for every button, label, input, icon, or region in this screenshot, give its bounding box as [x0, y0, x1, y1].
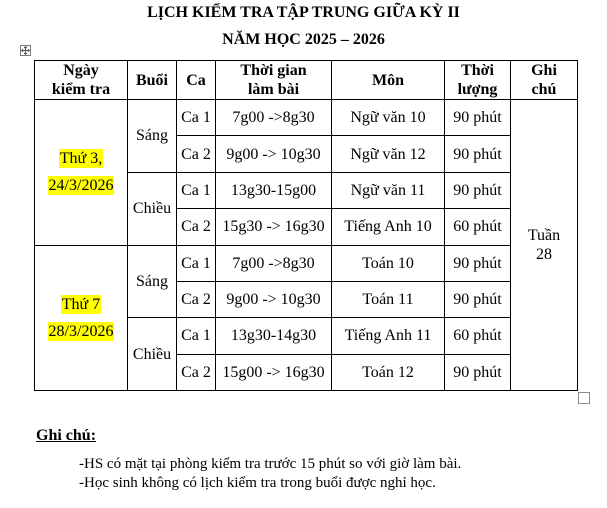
table-header-row — [35, 61, 578, 100]
header-duration — [445, 61, 511, 100]
time-cell: 9g00 -> 10g30 — [216, 136, 332, 172]
duration-cell: 90 phút — [445, 354, 511, 390]
duration-cell: 90 phút — [445, 245, 511, 281]
shift-cell: Ca 2 — [177, 354, 216, 390]
duration-cell: 90 phút — [445, 136, 511, 172]
header-duration-line-1: Thời — [461, 62, 494, 79]
time-cell: 13g30-14g30 — [216, 318, 332, 354]
note-line: -HS có mặt tại phòng kiểm tra trước 15 phút so với giờ làm bài. — [79, 456, 462, 472]
note-line: -Học sinh không có lịch kiểm tra trong buổi được nghỉ học. — [79, 475, 436, 491]
time-cell: 9g00 -> 10g30 — [216, 281, 332, 317]
document-title: LỊCH KIỂM TRA TẬP TRUNG GIỮA KỲ II — [147, 4, 460, 21]
exam-date-cell — [35, 100, 128, 246]
shift-cell: Ca 1 — [177, 100, 216, 136]
shift-cell: Ca 1 — [177, 318, 216, 354]
exam-day-label: Thứ 7 — [61, 295, 101, 313]
subject-cell: Toán 10 — [332, 245, 445, 281]
time-cell: 15g00 -> 16g30 — [216, 354, 332, 390]
shift-cell: Ca 2 — [177, 136, 216, 172]
shift-cell: Ca 2 — [177, 209, 216, 245]
duration-cell: 60 phút — [445, 318, 511, 354]
notes-title: Ghi chú: — [36, 427, 97, 444]
duration-cell: 60 phút — [445, 209, 511, 245]
time-cell: 13g30-15g00 — [216, 172, 332, 208]
session-cell: Chiều — [128, 318, 177, 391]
header-shift: Ca — [177, 61, 216, 100]
duration-cell: 90 phút — [445, 172, 511, 208]
exam-schedule-table — [34, 60, 578, 391]
duration-cell: 90 phút — [445, 281, 511, 317]
subject-cell: Tiếng Anh 11 — [332, 318, 445, 354]
table-row — [35, 245, 578, 281]
exam-date-cell — [35, 245, 128, 391]
week-note-cell — [511, 100, 578, 391]
header-date-line-2: kiểm tra — [51, 81, 111, 98]
week-note-line-1: Tuần — [527, 227, 561, 244]
subject-cell: Toán 12 — [332, 354, 445, 390]
header-date — [35, 61, 128, 100]
header-note-line-1: Ghi — [531, 62, 557, 79]
time-cell: 15g30 -> 16g30 — [216, 209, 332, 245]
header-note — [511, 61, 578, 100]
subject-cell: Ngữ văn 10 — [332, 100, 445, 136]
session-cell: Sáng — [128, 100, 177, 173]
header-time-line-1: Thời gian — [240, 62, 307, 79]
header-subject: Môn — [332, 61, 445, 100]
time-cell: 7g00 ->8g30 — [216, 245, 332, 281]
session-cell: Chiều — [128, 172, 177, 245]
exam-date-label: 28/3/2026 — [48, 322, 114, 340]
header-time-line-2: làm bài — [247, 81, 300, 98]
header-date-line-1: Ngày — [63, 62, 99, 79]
subject-cell: Tiếng Anh 10 — [332, 209, 445, 245]
header-duration-line-2: lượng — [457, 81, 498, 98]
header-time — [216, 61, 332, 100]
shift-cell: Ca 2 — [177, 281, 216, 317]
duration-cell: 90 phút — [445, 100, 511, 136]
subject-cell: Toán 11 — [332, 281, 445, 317]
week-note-line-2: 28 — [536, 246, 552, 263]
table-row — [35, 100, 578, 136]
header-session: Buổi — [128, 61, 177, 100]
shift-cell: Ca 1 — [177, 172, 216, 208]
subject-cell: Ngữ văn 11 — [332, 172, 445, 208]
shift-cell: Ca 1 — [177, 245, 216, 281]
table-move-handle-icon[interactable] — [20, 45, 31, 56]
school-year-subtitle: NĂM HỌC 2025 – 2026 — [222, 31, 385, 48]
time-cell: 7g00 ->8g30 — [216, 100, 332, 136]
session-cell: Sáng — [128, 245, 177, 318]
exam-day-label: Thứ 3, — [59, 150, 103, 168]
subject-cell: Ngữ văn 12 — [332, 136, 445, 172]
exam-date-label: 24/3/2026 — [48, 177, 114, 195]
table-resize-handle-icon[interactable] — [578, 392, 590, 404]
header-note-line-2: chú — [531, 81, 557, 98]
